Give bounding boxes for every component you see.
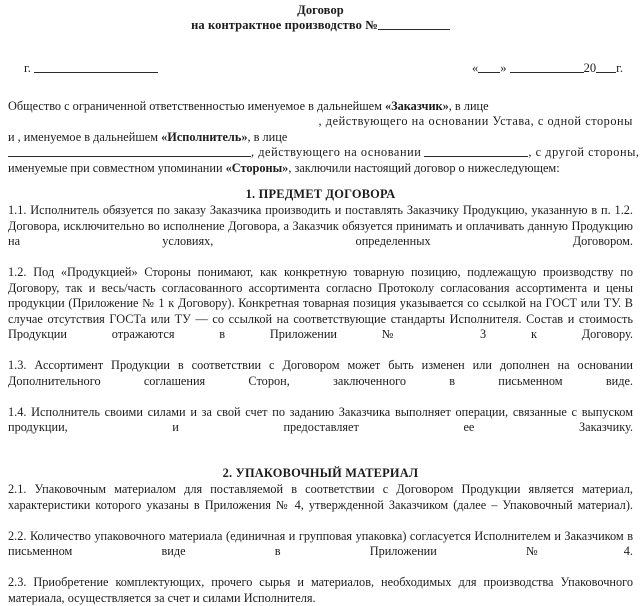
preamble [8,99,640,176]
clause-2-3: 2.3. Приобретение комплектующих, прочего сырья и материалов, необходимых для производства Упаковочного материала, осуществляется за счет и силами Исполнителя. [8,575,633,605]
date-year-suffix: г. [616,61,623,75]
date-day-blank[interactable] [478,61,500,73]
city-field [8,60,158,76]
clause-1-2: 1.2. Под «Продукцией» Стороны понимают, как конкретную товарную позицию, подлежащую производству по Договору, так и весь/часть согласованного ассортимента согласно Протоколу согласования ассортимента и цены продукции (Приложение № 1 к Договору). Конкретная товарная позиция указывается со ссылкой на ГОСТ или ТУ. В случае отсутствия ГОСТа или ТУ — со ссылкой на соответствующие стандарты Исполнителя. Состав и стоимость Продукции отражаются в Приложении № 3 к Договору. [8,265,633,342]
preamble-line-2 [8,114,633,129]
document-title-line2-text: на контрактное производство № [191,18,378,32]
date-quote-close: » [500,61,507,75]
contractor-basis-blank[interactable] [424,145,528,157]
date-year-prefix: 20 [583,61,597,75]
clause-2-2: 2.2. Количество упаковочного материала (единичная и групповая упаковка) согласуется Исполнителем и Заказчиком в письменном виде в Приложении №4. [8,528,633,559]
date-month-blank[interactable] [510,61,584,73]
date-year-blank[interactable] [596,61,616,73]
city-label: г. [24,61,31,75]
document-title-line2 [8,18,633,33]
clause-1-3: 1.3. Ассортимент Продукции в соответствии с Договором может быть изменен или дополнен на основании Дополнительного соглашения Сторон, заключенного в письменном виде. [8,358,633,388]
section-heading-1: 1. ПРЕДМЕТ ДОГОВОРА [245,187,396,202]
document-title-line1: Договор [297,3,344,17]
preamble-line-5: именуемые при совместном упоминании «Стороны», заключили настоящий договор о нижеследующем: [8,160,560,175]
date-field [472,60,633,76]
contract-number-blank[interactable] [378,18,450,30]
preamble-line-3: и , именуемое в дальнейшем «Исполнитель», в лице [8,129,288,144]
contractor-representative-blank[interactable] [8,145,251,157]
clause-2-1: 2.1. Упаковочным материалом для поставляемой в соответствии с Договором Продукции является материал, характеристики которого указаны в Приложения № 4, утвержденной Заказчиком (далее – Упаковочный материал). [8,482,633,512]
date-quote-open: « [472,61,479,75]
preamble-line4-end: , с другой стороны, [528,145,640,160]
preamble-line2-text: , действующего на основании Устава, с одной стороны [318,114,633,129]
place-date-row [8,60,633,76]
city-blank[interactable] [34,61,158,73]
document-title [8,3,633,33]
clause-1-1: 1.1. Исполнитель обязуется по заказу Заказчика производить и поставлять Заказчику Продукцию, указанную в п. 1.2. Договора, исключительно во исполнение Договора, а Заказчик обязуется принимать и оплачивать данную Продукцию на условиях, определенных Договором. [8,203,633,249]
preamble-line-1: Общество с ограниченной ответственностью именуемое в дальнейшем «Заказчик», в лице [8,99,489,113]
clause-1-4: 1.4. Исполнитель своими силами и за свой счет по заданию Заказчика выполняет операции, связанные с выпуском продукции, и предоставляет ее Заказчику. [8,404,633,435]
section-heading-2: 2. УПАКОВОЧНЫЙ МАТЕРИАЛ [222,466,419,481]
preamble-line4-mid: , действующего на основании [251,145,422,160]
preamble-line-4 [8,145,640,160]
